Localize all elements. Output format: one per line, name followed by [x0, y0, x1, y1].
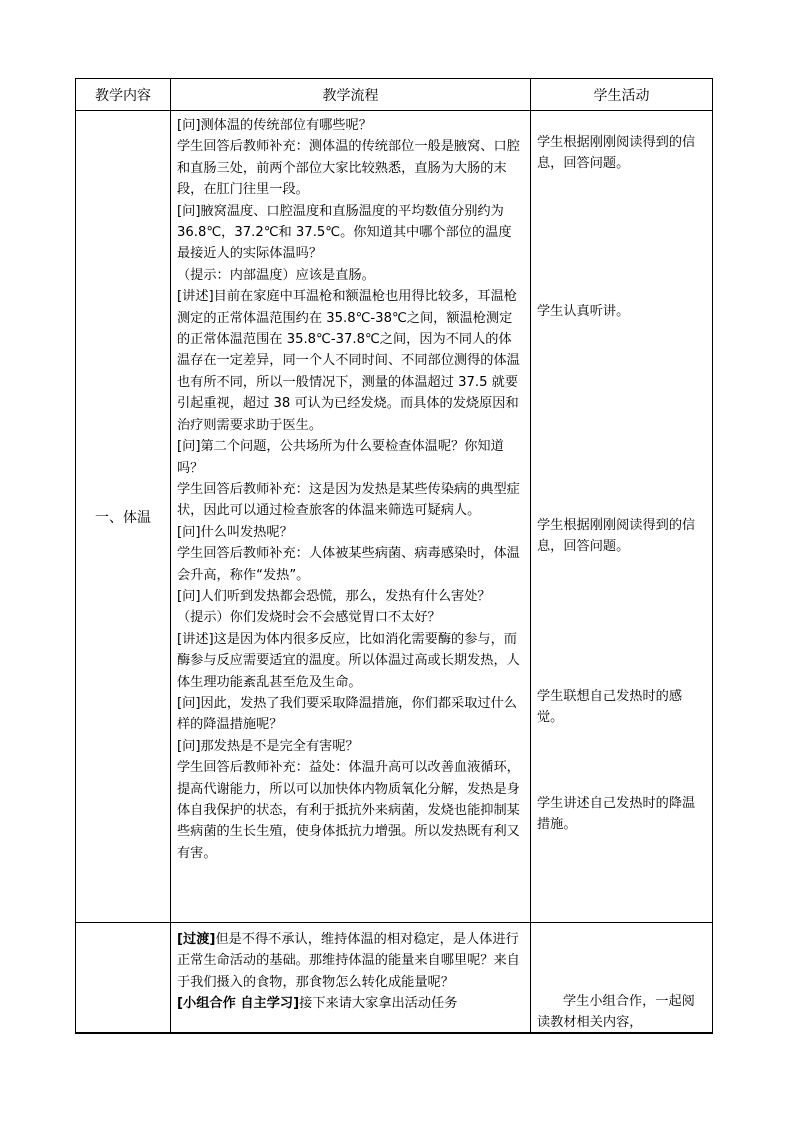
flow-paragraph: [讲述]目前在家庭中耳温枪和额温枪也用得比较多，耳温枪测定的正常体温范围约在 35.8℃-38℃之间，额温枪测定的正常体温范围在 35.8℃-37.8℃之间，因为不同人的体温存在一定差异，同一个人不同时间、不同部位测得的体温也有所不同，所以一般情况下，测量的体温超过 37.5 就要引起重视，超过 38 可认为已经发烧。而具体的发烧原因和治疗则需要求助于医生。: [177, 289, 520, 433]
transition-paragraph: [177, 929, 524, 993]
table-header-row: [76, 79, 713, 111]
teaching-flow-cell: [171, 923, 531, 1033]
transition-text: 但是不得不承认，维持体温的相对稳定，是人体进行正常生命活动的基础。那维持体温的能量来自哪里呢？来自于我们摄入的食物，那食物怎么转化成能量呢？: [177, 932, 520, 990]
flow-paragraph: （提示：内部温度）应该是直肠。: [177, 267, 375, 283]
group-paragraph: [177, 993, 524, 1014]
activity-text: 学生联想自己发热时的感觉。: [537, 689, 683, 726]
topic-cell: 一、体温: [76, 111, 171, 923]
student-activity-cell: [531, 111, 713, 923]
flow-paragraph: [讲述]这是因为体内很多反应，比如消化需要酶的参与，而酶参与反应需要适宜的温度。所以体温过高或长期发热，人体生理功能紊乱甚至危及生命。: [177, 631, 520, 690]
flow-paragraph: 学生回答后教师补充：测体温的传统部位一般是腋窝、口腔和直肠三处，前两个部位大家比较熟悉，直肠为大肠的末段，在肛门往里一段。: [177, 139, 520, 198]
group-tag: [小组合作 自主学习]: [177, 996, 300, 1012]
section-energy: [76, 923, 713, 1033]
flow-paragraph: [问]测体温的传统部位有哪些呢？: [177, 118, 372, 133]
flow-paragraph: [问]腋窝温度、口腔温度和直肠温度的平均数值分别约为 36.8℃，37.2℃和 37.5℃。你知道其中哪个部位的温度最接近人的实际体温吗？: [177, 203, 512, 262]
topic-cell: [76, 923, 171, 1033]
flow-paragraph: 学生回答后教师补充：益处：体温升高可以改善血液循环，提高代谢能力，所以可以加快体内物质氧化分解，发热是身体自我保护的状态，有利于抵抗外来病菌，发烧也能抑制某些病菌的生长生殖，使身体抵抗力增强。所以发热既有利又有害。: [177, 760, 520, 861]
section-body-temperature: [76, 111, 713, 923]
flow-paragraph: [问]什么叫发热呢？: [177, 524, 293, 540]
group-text: 接下来请大家拿出活动任务: [299, 996, 458, 1012]
header-flow: 教学流程: [171, 79, 531, 111]
activity-text: 学生根据刚刚阅读得到的信息，回答问题。: [537, 135, 696, 172]
flow-paragraph: [问]人们听到发热都会恐慌，那么，发热有什么害处？: [177, 588, 491, 604]
header-activity: 学生活动: [531, 79, 713, 111]
activity-text: 学生小组合作，一起阅读教材相关内容，: [537, 994, 695, 1031]
student-activity-cell: [531, 923, 713, 1033]
flow-paragraph: 学生回答后教师补充：这是因为发热是某些传染病的典型症状，因此可以通过检查旅客的体温来筛选可疑病人。: [177, 481, 520, 519]
header-content: 教学内容: [76, 79, 171, 111]
flow-paragraph: （提示）你们发烧时会不会感觉胃口不太好？: [177, 610, 441, 626]
flow-paragraph: [问]第二个问题，公共场所为什么要检查体温呢？你知道吗？: [177, 439, 504, 476]
lesson-plan-table: [75, 78, 713, 1034]
activity-text: 学生认真听讲。: [537, 304, 630, 319]
flow-paragraph: [问]那发热是不是完全有害呢？: [177, 738, 359, 754]
teaching-flow-cell: [171, 111, 531, 923]
flow-paragraph: 学生回答后教师补充：人体被某些病菌、病毒感染时，体温会升高，称作“发热”。: [177, 546, 520, 583]
flow-paragraph: [问]因此，发热了我们要采取降温措施，你们都采取过什么样的降温措施呢？: [177, 695, 517, 733]
activity-text: 学生根据刚刚阅读得到的信息，回答问题。: [537, 518, 696, 555]
activity-text: 学生讲述自己发热时的降温措施。: [537, 796, 696, 833]
transition-tag: [过渡]: [177, 932, 216, 947]
